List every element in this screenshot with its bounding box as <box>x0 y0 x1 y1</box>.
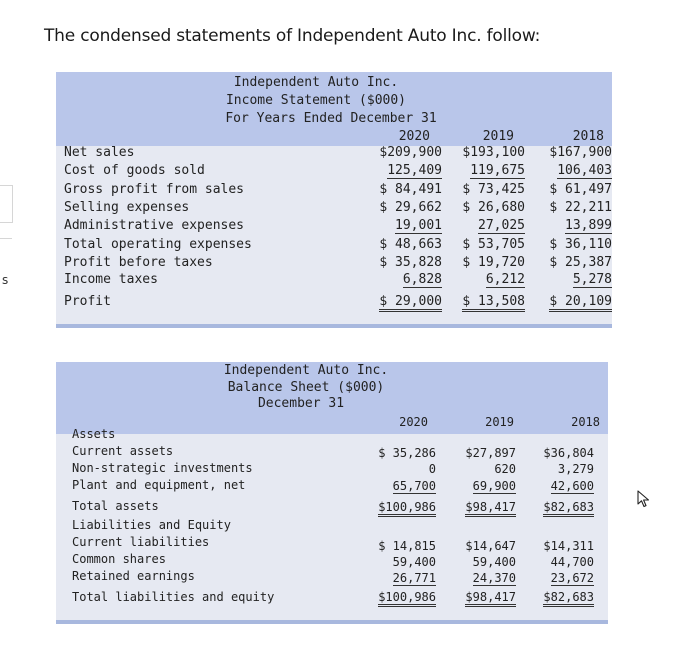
balance-row-label: Current assets <box>72 444 174 458</box>
balance-sheet-panel <box>56 362 608 630</box>
income-footer-bar <box>56 324 612 328</box>
balance-cell: 26,771 <box>392 571 436 585</box>
balance-row-label: Non-strategic investments <box>72 461 253 475</box>
income-cell: $ 19,720 <box>462 255 525 270</box>
balance-year-2019: 2019 <box>485 415 514 429</box>
balance-row-label: Total liabilities and equity <box>72 590 275 604</box>
income-cell: $ 53,705 <box>462 237 525 252</box>
income-row-label: Net sales <box>64 145 135 160</box>
income-cell: $ 35,828 <box>379 255 442 270</box>
income-title-period: For Years Ended December 31 <box>225 111 437 126</box>
income-row-label: Total operating expenses <box>64 237 252 252</box>
balance-cell: $100,986 <box>378 500 436 517</box>
balance-cell: $98,417 <box>465 500 516 517</box>
income-cell: 6,212 <box>485 272 525 287</box>
balance-cell: $14,311 <box>543 539 594 553</box>
income-row-label: Profit before taxes <box>64 255 213 270</box>
balance-cell: 24,370 <box>472 571 516 585</box>
income-statement-panel <box>56 72 612 334</box>
income-row-label: Administrative expenses <box>64 218 245 233</box>
income-title-statement: Income Statement ($000) <box>225 93 406 108</box>
balance-liab-heading: Liabilities and Equity <box>72 518 231 532</box>
income-cell: $ 22,211 <box>549 200 612 215</box>
income-cell: 125,409 <box>387 163 442 178</box>
income-row-label: Profit <box>64 294 111 309</box>
income-cell: $193,100 <box>462 145 525 160</box>
income-cell: $167,900 <box>549 145 612 160</box>
income-cell: 13,899 <box>565 218 612 233</box>
balance-year-2020: 2020 <box>399 415 428 429</box>
income-cell: 5,278 <box>572 272 612 287</box>
income-cell: $ 13,508 <box>462 294 525 312</box>
balance-cell: 620 <box>494 462 516 476</box>
income-cell: 19,001 <box>395 218 442 233</box>
income-cell: $ 26,680 <box>462 200 525 215</box>
income-cell: 27,025 <box>478 218 525 233</box>
income-year-2019: 2019 <box>482 129 514 144</box>
balance-cell: 59,400 <box>392 555 436 569</box>
income-cell: $ 84,491 <box>379 182 442 197</box>
left-edge-box <box>0 185 13 223</box>
balance-cell: $36,804 <box>543 446 594 460</box>
income-cell: $ 29,000 <box>379 294 442 312</box>
balance-cell: $ 14,815 <box>378 539 436 553</box>
income-cell: $ 25,387 <box>549 255 612 270</box>
balance-cell: $ 35,286 <box>378 446 436 460</box>
income-cell: $ 20,109 <box>549 294 612 312</box>
balance-row-label: Plant and equipment, net <box>72 478 246 492</box>
balance-row-label: Retained earnings <box>72 569 195 583</box>
income-title-company: Independent Auto Inc. <box>233 75 399 90</box>
income-cell: $ 36,110 <box>549 237 612 252</box>
balance-cell: 0 <box>428 462 436 476</box>
mouse-pointer-icon <box>637 490 651 508</box>
income-cell: $ 48,663 <box>379 237 442 252</box>
balance-cell: $82,683 <box>543 500 594 517</box>
balance-title-period: December 31 <box>257 396 345 411</box>
balance-cell: $82,683 <box>543 590 594 607</box>
income-row-label: Selling expenses <box>64 200 190 215</box>
income-year-2018: 2018 <box>572 129 604 144</box>
left-edge-line <box>0 238 12 239</box>
balance-footer-bar <box>56 620 608 624</box>
income-row-label: Cost of goods sold <box>64 163 205 178</box>
income-cell: 106,403 <box>557 163 612 178</box>
balance-title-company: Independent Auto Inc. <box>223 363 389 378</box>
balance-assets-heading: Assets <box>72 427 116 441</box>
income-cell: $209,900 <box>379 145 442 160</box>
balance-cell: 44,700 <box>550 555 594 569</box>
income-cell: $ 29,662 <box>379 200 442 215</box>
income-cell: 119,675 <box>470 163 525 178</box>
balance-cell: $100,986 <box>378 590 436 607</box>
balance-cell: $27,897 <box>465 446 516 460</box>
balance-cell: $98,417 <box>465 590 516 607</box>
balance-cell: 69,900 <box>472 479 516 493</box>
balance-title-statement: Balance Sheet ($000) <box>227 380 385 395</box>
balance-cell: 23,672 <box>550 571 594 585</box>
left-edge-letter: s <box>2 273 9 287</box>
balance-cell: 3,279 <box>557 462 594 476</box>
balance-row-label: Common shares <box>72 552 166 566</box>
balance-cell: 42,600 <box>550 479 594 493</box>
balance-cell: 59,400 <box>472 555 516 569</box>
income-year-2020: 2020 <box>398 129 430 144</box>
income-row-label: Income taxes <box>64 272 158 287</box>
balance-row-label: Current liabilities <box>72 535 210 549</box>
income-row-label: Gross profit from sales <box>64 182 245 197</box>
question-intro: The condensed statements of Independent Auto Inc. follow: <box>44 26 541 46</box>
balance-cell: $14,647 <box>465 539 516 553</box>
income-cell: $ 73,425 <box>462 182 525 197</box>
balance-cell: 65,700 <box>392 479 436 493</box>
balance-row-label: Total assets <box>72 499 159 513</box>
balance-year-2018: 2018 <box>571 415 600 429</box>
income-cell: 6,828 <box>402 272 442 287</box>
income-cell: $ 61,497 <box>549 182 612 197</box>
